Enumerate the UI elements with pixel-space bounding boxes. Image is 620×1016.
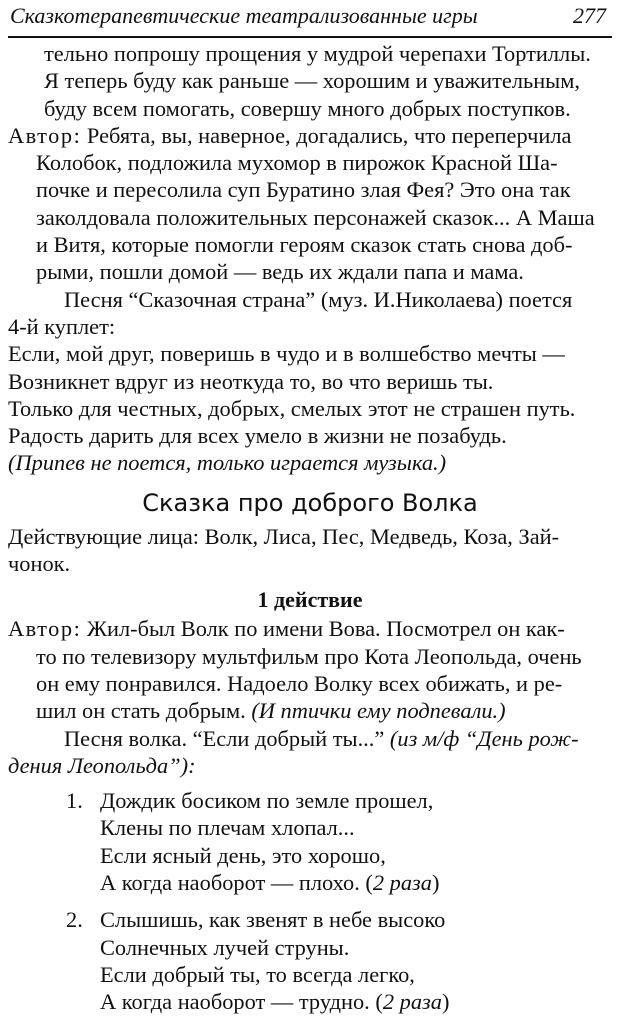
repeat-note-close: ) (431, 870, 440, 896)
song-line: Только для честных, добрых, смелых этот не страшен путь. (8, 395, 576, 421)
verse-1 (8, 787, 612, 896)
speaker-label: Автор: (8, 122, 82, 148)
author-paragraph-1 (8, 122, 612, 286)
section-heading: Сказка про доброго Волка (142, 488, 478, 517)
song-verse-block (8, 340, 612, 476)
text-line: то по телевизору мультфильм про Кота Леопольда, очень (36, 643, 582, 669)
stage-direction: (Припев не поется, только играется музыка.) (8, 450, 447, 476)
song-line: Солнечных лучей струны. (100, 934, 350, 960)
song-line: Если добрый ты, то всегда легко, (100, 961, 415, 987)
act-heading: 1 действие (257, 587, 363, 613)
text-line: и Витя, которые помогли героям сказок стать снова доб- (36, 232, 573, 258)
speaker-label: Автор: (8, 616, 82, 642)
page-number: 277 (573, 3, 606, 28)
text-line: Действующие лица: Волк, Лиса, Пес, Медведь, Коза, Зай- (8, 523, 560, 549)
verse-2 (8, 906, 612, 1015)
text-line: буду всем помогать, совершу много добрых поступков. (44, 95, 571, 121)
song-line: Клены по плечам хлопал... (100, 815, 355, 841)
song-intro-paragraph (8, 286, 612, 341)
song-line: Дождик босиком по земле прошел, (100, 788, 434, 814)
song-line: Если ясный день, это хорошо, (100, 842, 386, 868)
text-line: Я теперь буду как раньше — хорошим и уважительным, (44, 68, 580, 94)
song-line: А когда наоборот — трудно. ( (100, 989, 383, 1015)
text-line: почке и пересолила суп Буратино злая Фея? Это она так (36, 177, 571, 203)
song-line: Возникнет вдруг из неоткуда то, во что веришь ты. (8, 368, 494, 394)
repeat-note: 2 раза (372, 870, 432, 896)
author-paragraph-2 (8, 615, 612, 724)
text-line: Колобок, подложила мухомор в пирожок Красной Ша- (36, 150, 558, 176)
running-header (8, 0, 612, 38)
text-line: Песня волка. “Если добрый ты...” (64, 725, 390, 751)
cast-list (8, 523, 612, 578)
song-intro-paragraph-2 (8, 725, 612, 780)
text-line: рыми, пошли домой — ведь их ждали папа и мама. (36, 259, 524, 285)
text-line: заколдовала положительных персонажей сказок... А Маша (36, 204, 595, 230)
verse-number: 1. (66, 788, 83, 814)
text-line: 4-й куплет: (8, 313, 116, 339)
stage-direction: (И птички ему подпевали.) (251, 698, 506, 724)
text-line: Жил-был Волк по имени Вова. Посмотрел он как- (86, 616, 565, 642)
song-line: Если, мой друг, поверишь в чудо и в волшебство мечты — (8, 341, 565, 367)
song-line: Радость дарить для всех умело в жизни не позабудь. (8, 423, 507, 449)
text-line: шил он стать добрым. (36, 698, 252, 724)
paragraph-continuation (8, 40, 612, 122)
repeat-note: 2 раза (382, 989, 442, 1015)
running-header-title: Сказкотерапевтические театрализованные игры (10, 3, 478, 28)
repeat-note-close: ) (441, 989, 450, 1015)
text-line: Песня “Сказочная страна” (муз. И.Николаева) поется (64, 286, 573, 312)
source-note: дения Леопольда”): (8, 752, 196, 778)
text-line: Ребята, вы, наверное, догадались, что переперчила (86, 122, 572, 148)
text-line: чонок. (8, 551, 71, 577)
page-body (8, 40, 612, 1016)
verse-number: 2. (66, 907, 83, 933)
source-note: (из м/ф “День рож- (389, 725, 579, 751)
song-line: Слышишь, как звенят в небе высоко (100, 907, 446, 933)
text-line: он ему понравился. Надоело Волку всех обижать, и ре- (36, 670, 563, 696)
song-line: А когда наоборот — плохо. ( (100, 870, 373, 896)
text-line: тельно попрошу прощения у мудрой черепахи Тортиллы. (44, 41, 591, 66)
